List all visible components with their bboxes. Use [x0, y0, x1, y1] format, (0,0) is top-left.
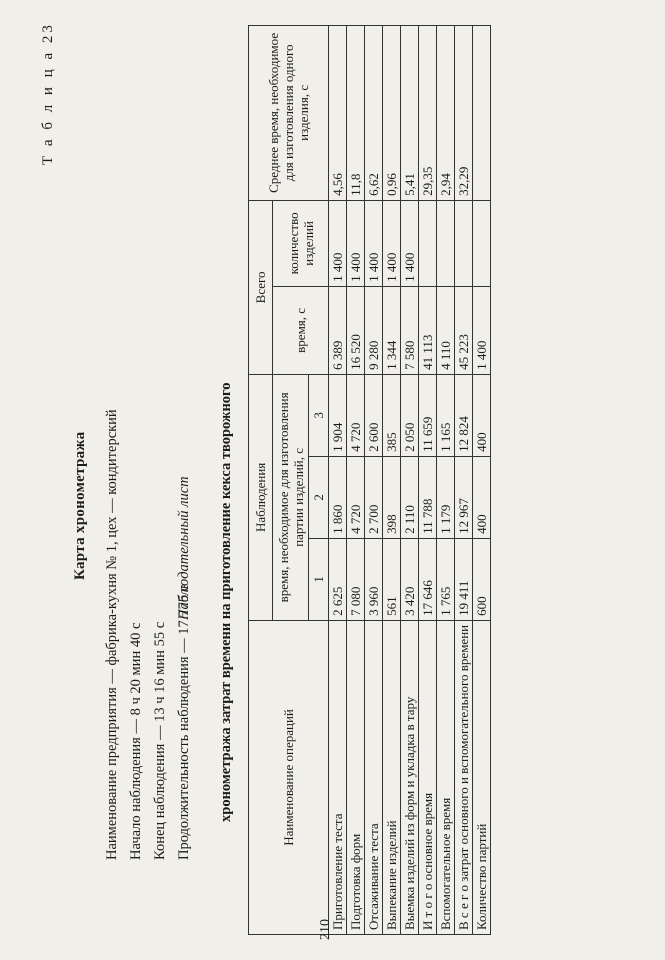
value-cell-avg: 0,96: [383, 25, 401, 200]
operation-cell: Приготовление теста: [329, 620, 347, 934]
value-cell-v3: 2 050: [401, 374, 419, 456]
value-cell-v3: 2 600: [365, 374, 383, 456]
value-cell-v3: 385: [383, 374, 401, 456]
table-title: хронометража затрат времени на приготовление кекса творожного: [218, 382, 234, 822]
value-cell-v2: 1 179: [437, 456, 455, 538]
card-title: Карта хронометража: [72, 431, 88, 580]
value-cell-time: 9 280: [365, 286, 383, 374]
value-cell-v3: 1 904: [329, 374, 347, 456]
value-cell-v1: 3 960: [365, 538, 383, 620]
observation-sheet-label: Наблюдательный лист: [176, 476, 192, 620]
value-cell-avg: 6,62: [365, 25, 383, 200]
value-cell-avg: [473, 25, 491, 200]
header-total-qty: количество изделий: [273, 200, 329, 286]
header-time-per-batch: время, необходимое для изготовления партии изделий, с: [273, 374, 309, 620]
value-cell-qty: 1 400: [383, 200, 401, 286]
table-row: [455, 25, 473, 934]
header-operations: Наименование операций: [249, 620, 329, 934]
operation-cell: В с е г о затрат основного и вспомогательного времени: [455, 620, 473, 934]
value-cell-v3: 12 824: [455, 374, 473, 456]
value-cell-qty: 1 400: [347, 200, 365, 286]
value-cell-time: 4 110: [437, 286, 455, 374]
table-row: [365, 25, 383, 934]
value-cell-v1: 2 625: [329, 538, 347, 620]
table-label: Т а б л и ц а 23: [40, 22, 56, 165]
value-cell-v1: 3 420: [401, 538, 419, 620]
timing-table: [248, 25, 491, 935]
value-cell-time: 6 389: [329, 286, 347, 374]
value-cell-time: 7 580: [401, 286, 419, 374]
start-line: Начало наблюдения — 8 ч 20 мин 40 с: [128, 622, 144, 860]
duration-line: Продолжительность наблюдения — 17 775 с: [176, 584, 192, 860]
operation-cell: И т о г о основное время: [419, 620, 437, 934]
value-cell-v1: 17 646: [419, 538, 437, 620]
enterprise-line: Наименование предприятия — фабрика-кухня № 1, цех — кондитерский: [104, 409, 120, 860]
value-cell-qty: [455, 200, 473, 286]
operation-cell: Подготовка форм: [347, 620, 365, 934]
value-cell-v2: 2 110: [401, 456, 419, 538]
value-cell-time: 45 223: [455, 286, 473, 374]
header-col-3: 3: [309, 374, 329, 456]
header-observations: Наблюдения: [249, 374, 273, 620]
value-cell-time: 1 344: [383, 286, 401, 374]
value-cell-avg: 2,94: [437, 25, 455, 200]
value-cell-qty: 1 400: [329, 200, 347, 286]
header-avg-time: Среднее время, необходимое для изготовления одного изделия, с: [249, 25, 329, 200]
value-cell-v2: 4 720: [347, 456, 365, 538]
value-cell-qty: [419, 200, 437, 286]
table-row: [383, 25, 401, 934]
operation-cell: Количество партий: [473, 620, 491, 934]
operation-cell: Отсаживание теста: [365, 620, 383, 934]
value-cell-time: 16 520: [347, 286, 365, 374]
operation-cell: Выпекание изделий: [383, 620, 401, 934]
value-cell-qty: 1 400: [401, 200, 419, 286]
value-cell-v2: 11 788: [419, 456, 437, 538]
table-row: [329, 25, 347, 934]
page-number: 210: [318, 919, 333, 940]
value-cell-avg: 11,8: [347, 25, 365, 200]
value-cell-v2: 400: [473, 456, 491, 538]
end-line: Конец наблюдения — 13 ч 16 мин 55 с: [152, 621, 168, 860]
value-cell-v3: 11 659: [419, 374, 437, 456]
value-cell-avg: 29,35: [419, 25, 437, 200]
operation-cell: Выемка изделий из форм и укладка в тару: [401, 620, 419, 934]
header-col-1: 1: [309, 538, 329, 620]
table-row: [347, 25, 365, 934]
value-cell-qty: [437, 200, 455, 286]
value-cell-qty: 1 400: [365, 200, 383, 286]
value-cell-v2: 2 700: [365, 456, 383, 538]
value-cell-v3: 400: [473, 374, 491, 456]
value-cell-v3: 4 720: [347, 374, 365, 456]
value-cell-v1: 7 080: [347, 538, 365, 620]
value-cell-v1: 1 765: [437, 538, 455, 620]
value-cell-v1: 600: [473, 538, 491, 620]
operation-cell: Вспомогательное время: [437, 620, 455, 934]
value-cell-avg: 5,41: [401, 25, 419, 200]
value-cell-avg: 32,29: [455, 25, 473, 200]
header-col-2: 2: [309, 456, 329, 538]
value-cell-time: 1 400: [473, 286, 491, 374]
table-row: [401, 25, 419, 934]
value-cell-qty: [473, 200, 491, 286]
value-cell-time: 41 113: [419, 286, 437, 374]
table-row: [473, 25, 491, 934]
value-cell-v2: 12 967: [455, 456, 473, 538]
table-row: [419, 25, 437, 934]
header-total-time: время, с: [273, 286, 329, 374]
header-total: Всего: [249, 200, 273, 374]
value-cell-v2: 398: [383, 456, 401, 538]
table-body: [329, 25, 491, 934]
table-row: [437, 25, 455, 934]
value-cell-v1: 561: [383, 538, 401, 620]
value-cell-avg: 4,56: [329, 25, 347, 200]
value-cell-v2: 1 860: [329, 456, 347, 538]
value-cell-v3: 1 165: [437, 374, 455, 456]
value-cell-v1: 19 411: [455, 538, 473, 620]
